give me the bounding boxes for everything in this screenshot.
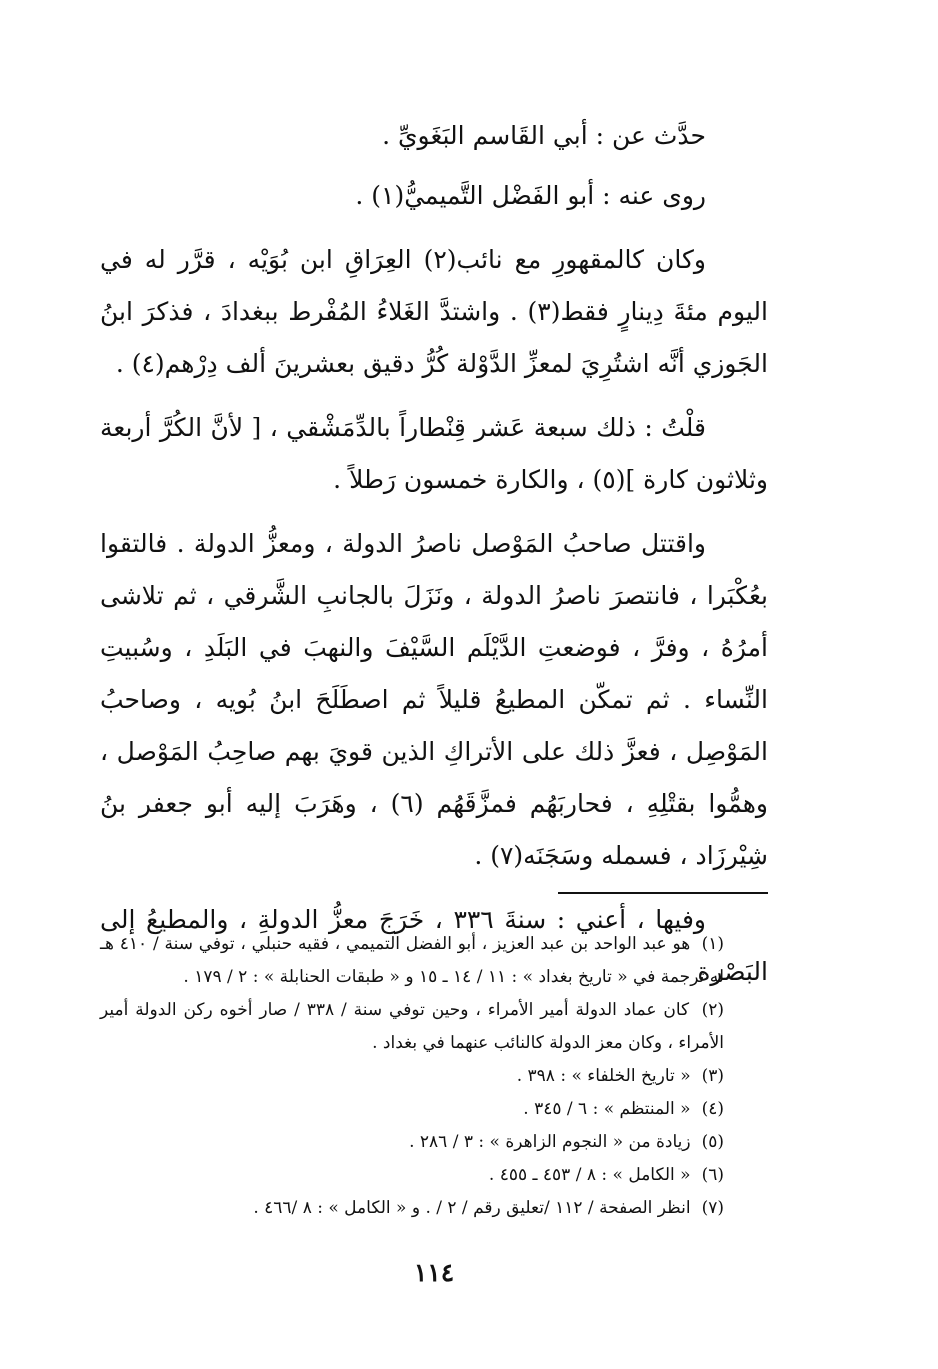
footnote-number: (٥) — [701, 1132, 724, 1152]
footnotes — [100, 928, 768, 1225]
footnote-text: كان عماد الدولة أمير الأمراء ، وحين توفي سنة / ٣٣٨ / صار أخوه ركن الدولة أمير الأمراء ، وكان معز الدولة كالنائب عنهما في بغداد . — [100, 1000, 724, 1053]
footnote-7 — [100, 1192, 768, 1225]
footnote-text: هو عبد الواحد بن عبد العزيز ، أبو الفضل التميمي ، فقيه حنبلي ، توفي سنة / ٤١٠ هـ له ترجمة في « تاريخ بغداد » : ١١ / ١٤ ـ ١٥ و « طبقات الحنابلة » : ٢ / ١٧٩ . — [100, 934, 724, 987]
paragraph-2: قلْتُ : ذلك سبعة عَشر قِنْطاراً بالدِّمَشْقي ، [ لأنَّ الكُرَّ أربعة وثلاثون كارة ](٥) ، والكارة خمسون رَطلاً . — [100, 413, 768, 494]
paragraph-4: وفيها ، أعني : سنةَ ٣٣٦ ، خَرَجَ معزُّ الدولةِ ، والمطيعُ إلى البَصْرة — [100, 905, 768, 986]
footnote-3 — [100, 1060, 768, 1093]
footnote-text: زيادة من « النجوم الزاهرة » : ٣ / ٢٨٦ . — [409, 1132, 691, 1152]
footnote-text: « تاريخ الخلفاء » : ٣٩٨ . — [516, 1066, 691, 1086]
main-text — [100, 110, 768, 998]
narration-line-1: حدَّث عن : أبي القَاسم البَغَويِّ . — [382, 121, 706, 150]
footnote-number: (٧) — [701, 1198, 724, 1218]
footnote-number: (٦) — [701, 1165, 724, 1185]
footnote-text: انظر الصفحة / ١١٢ /تعليق رقم / ٢ / . و « الكامل » : ٨ /٤٦٦ . — [253, 1198, 691, 1218]
paragraph-1: وكان كالمقهورِ مع نائب(٢) العِرَاقِ ابن بُوَيْه ، قرَّر له في اليوم مئةَ دِينارٍ فقط(٣) . واشتدَّ الغَلاءُ المُفْرط ببغدادَ ، فذكرَ ابنُ الجَوزي أنَّه اشتُرِيَ لمعزِّ الدَّوْلة كُرُّ دقيق بعشرينَ ألف دِرْهم(٤) . — [100, 245, 768, 378]
footnote-number: (٤) — [701, 1099, 724, 1119]
footnote-number: (٢) — [701, 1000, 725, 1020]
book-page — [100, 110, 768, 1320]
footnote-text: « الكامل » : ٨ / ٤٥٣ ـ ٤٥٥ . — [488, 1165, 691, 1185]
narration-line-2: روى عنه : أبو الفَضْل التَّميميُّ(١) . — [355, 181, 706, 210]
footnote-5 — [100, 1126, 768, 1159]
footnote-6 — [100, 1159, 768, 1192]
footnote-2 — [100, 994, 768, 1060]
footnote-text: « المنتظم » : ٦ / ٣٤٥ . — [523, 1099, 691, 1119]
footnote-separator — [558, 892, 768, 894]
footnote-number: (٣) — [701, 1066, 724, 1086]
page-number: ١١٤ — [413, 1258, 455, 1287]
footnote-number: (١) — [701, 934, 725, 954]
footnote-4 — [100, 1093, 768, 1126]
paragraph-3: واقتتل صاحبُ المَوْصل ناصرُ الدولة ، ومعزُّ الدولة . فالتقوا بعُكْبَرا ، فانتصرَ ناصرُ الدولة ، ونَزَلَ بالجانبِ الشَّرقي ، ثم تلاشى أمرُهُ ، وفرَّ ، فوضعتِ الدَّيْلَم السَّيْفَ والنهبَ في البَلَدِ ، وسُبيتِ النِّساء . ثم تمكّن المطيعُ قليلاً ثم اصطَلَحَ ابنُ بُويه ، وصاحبُ المَوْصِل ، فعزَّ ذلك على الأتراكِ الذين قويَ بهم صاحِبُ المَوْصل ، وهمُّوا بقتْلِهِ ، فحاربَهُم فمزَّقَهُم (٦) ، وهَرَبَ إليه أبو جعفر بنُ شِيْرزَاد ، فسمله وسَجَنَه(٧) . — [100, 529, 768, 870]
footnote-1 — [100, 928, 768, 994]
